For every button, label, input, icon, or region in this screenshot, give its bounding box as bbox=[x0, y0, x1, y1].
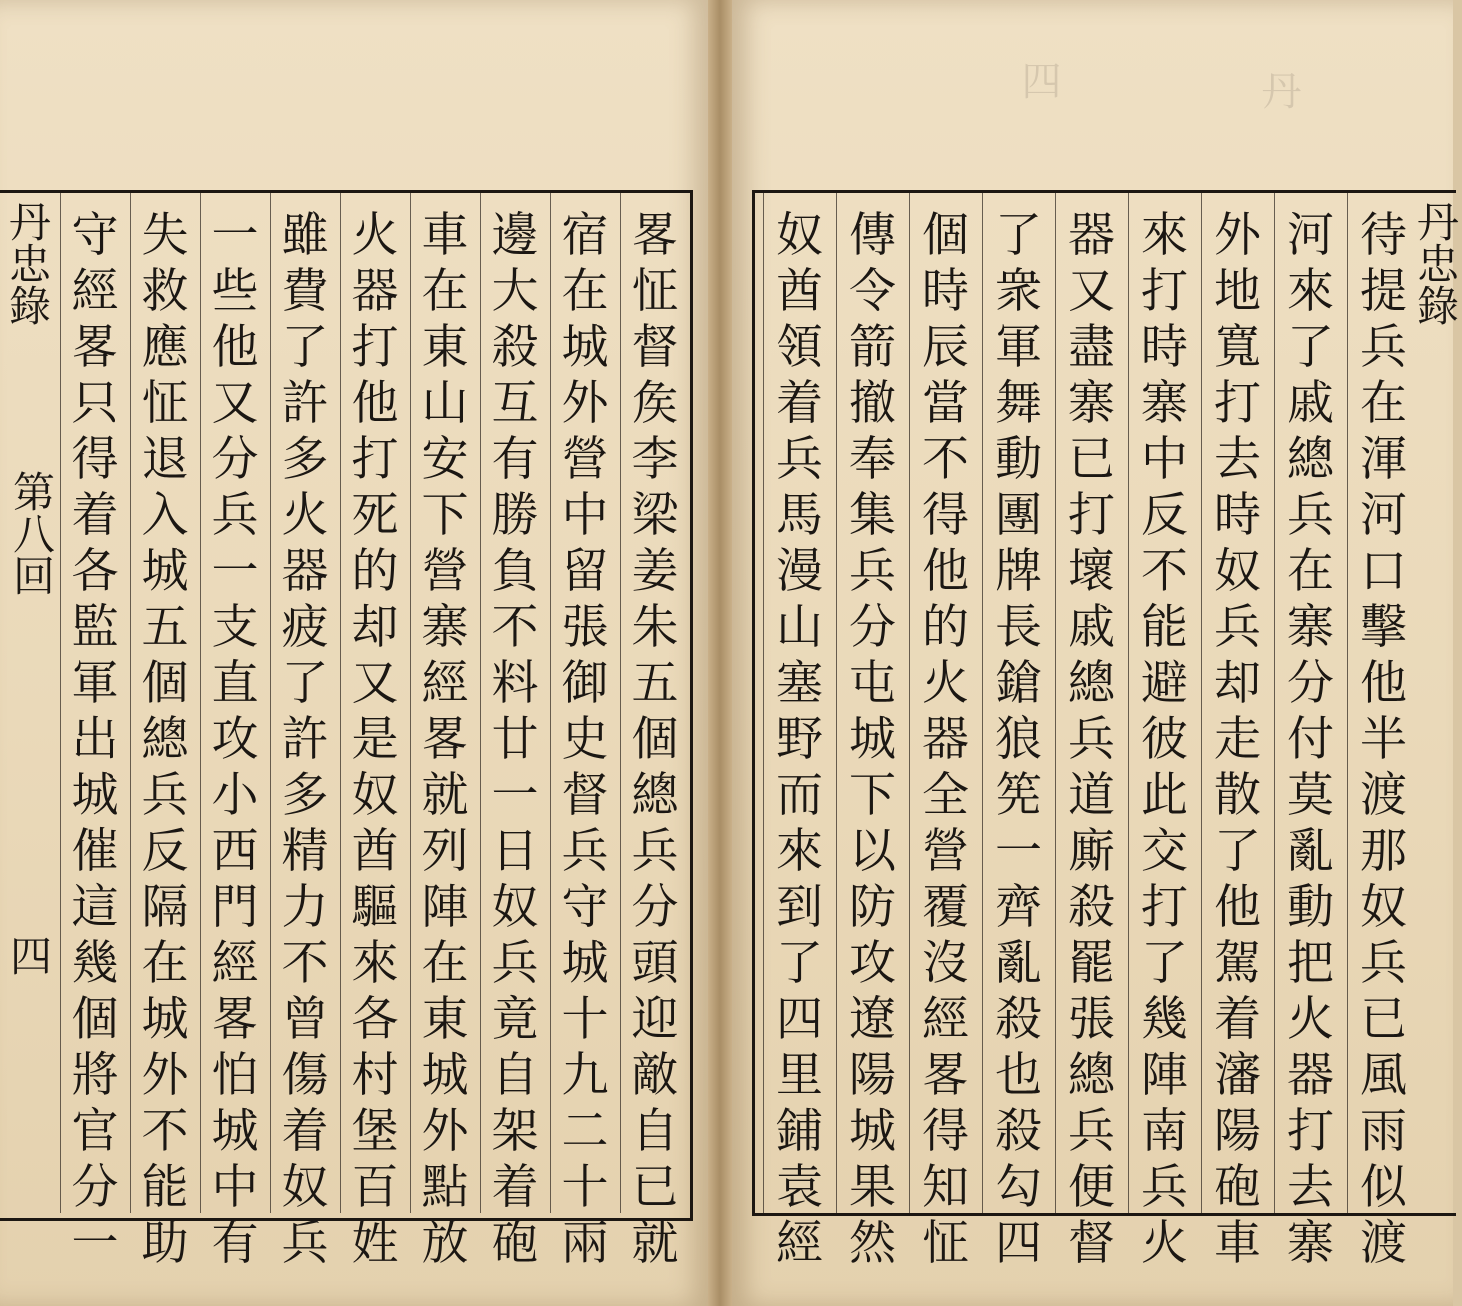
column-rule bbox=[1347, 193, 1348, 1213]
left-margin-chapter bbox=[4, 470, 58, 596]
left_page-text-column: 失 救 應 怔 退 入 城 五 個 總 兵 反 隔 在 城 外 不 能 助 bbox=[141, 208, 189, 1271]
chapter-label: 第八回 bbox=[7, 470, 56, 596]
left_page-text-column: 火 器 打 他 打 死 的 却 又 是 奴 酋 驅 來 各 村 堡 百 姓 bbox=[351, 208, 399, 1271]
book-gutter bbox=[708, 0, 732, 1306]
column-rule bbox=[340, 193, 341, 1213]
column-rule bbox=[410, 193, 411, 1213]
column-rule bbox=[550, 193, 551, 1213]
left-margin-title-text: 丹忠錄 bbox=[3, 200, 52, 326]
right-margin-title bbox=[1408, 200, 1462, 326]
column-rule bbox=[480, 193, 481, 1213]
column-rule bbox=[620, 193, 621, 1213]
column-rule bbox=[1274, 193, 1275, 1213]
left_page-text-column: 畧 怔 督 矦 李 梁 姜 朱 五 個 總 兵 分 頭 迎 敵 自 已 就 bbox=[631, 208, 679, 1271]
column-rule bbox=[270, 193, 271, 1213]
column-rule bbox=[982, 193, 983, 1213]
column-rule bbox=[1055, 193, 1056, 1213]
left_page-text-column: 一 些 他 又 分 兵 一 支 直 攻 小 西 門 經 畧 怕 城 中 有 bbox=[211, 208, 259, 1271]
right_page-text-column: 外 地 寬 打 去 時 奴 兵 却 走 散 了 他 駕 着 瀋 陽 砲 車 bbox=[1214, 208, 1261, 1271]
column-rule bbox=[763, 193, 764, 1213]
right_page-text-column: 傳 令 箭 撤 奉 集 兵 分 屯 城 下 以 防 攻 遼 陽 城 果 然 bbox=[849, 208, 896, 1271]
left_page-text-column: 邊 大 殺 互 有 勝 負 不 料 廿 一 日 奴 兵 竟 自 架 着 砲 bbox=[491, 208, 539, 1271]
left_page-text-column: 雖 費 了 許 多 火 器 疲 了 許 多 精 力 不 曾 傷 着 奴 兵 bbox=[281, 208, 329, 1271]
column-rule bbox=[836, 193, 837, 1213]
right_page-text-column: 奴 酋 領 着 兵 馬 漫 山 塞 野 而 來 到 了 四 里 鋪 袁 經 bbox=[776, 208, 823, 1271]
left_page-text-column: 守 經 畧 只 得 着 各 監 軍 出 城 催 這 幾 個 將 官 分 一 bbox=[71, 208, 119, 1271]
left_page-text-column: 宿 在 城 外 營 中 留 張 御 史 督 兵 守 城 十 九 二 十 兩 bbox=[561, 208, 609, 1271]
bleed-through-mark: 丹 bbox=[1255, 70, 1301, 110]
right_page-text-column: 了 衆 軍 舞 動 團 牌 長 鎗 狼 筅 一 齊 亂 殺 也 殺 勾 四 bbox=[995, 208, 1042, 1271]
left_page-text-column: 車 在 東 山 安 下 營 寨 經 畧 就 列 陣 在 東 城 外 點 放 bbox=[421, 208, 469, 1271]
right_page-text-column: 來 打 時 寨 中 反 不 能 避 彼 此 交 打 了 幾 陣 南 兵 火 bbox=[1141, 208, 1188, 1271]
right_page-text-column: 河 來 了 戚 總 兵 在 寨 分 付 莫 亂 動 把 火 器 打 去 寨 bbox=[1287, 208, 1334, 1271]
right-margin-title-text: 丹忠錄 bbox=[1411, 200, 1460, 326]
column-rule bbox=[130, 193, 131, 1213]
right_page-text-column: 待 提 兵 在 渾 河 口 擊 他 半 渡 那 奴 兵 已 風 雨 似 渡 bbox=[1360, 208, 1407, 1271]
bleed-through-mark: 四 bbox=[1015, 60, 1061, 100]
column-rule bbox=[60, 193, 61, 1213]
page-number: 四 bbox=[10, 932, 53, 981]
left-margin-title bbox=[0, 200, 54, 326]
column-rule bbox=[1128, 193, 1129, 1213]
column-rule bbox=[1201, 193, 1202, 1213]
column-rule bbox=[200, 193, 201, 1213]
right_page-text-column: 個 時 辰 當 不 得 他 的 火 器 全 營 覆 沒 經 畧 得 知 怔 bbox=[922, 208, 969, 1271]
left-margin-page-number bbox=[10, 930, 52, 984]
right_page-text-column: 器 又 盡 寨 已 打 壞 戚 總 兵 道 廝 殺 罷 張 總 兵 便 督 bbox=[1068, 208, 1115, 1271]
column-rule bbox=[909, 193, 910, 1213]
